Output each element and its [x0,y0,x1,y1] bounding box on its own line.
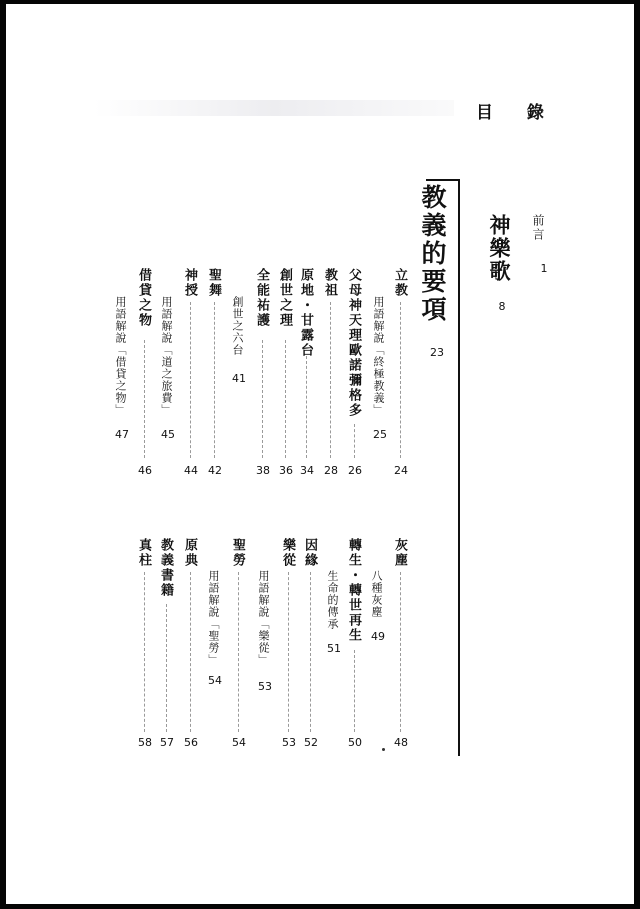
toc-entry-label[interactable]: 全能祐護 [254,268,269,328]
toc-entry-page: 25 [373,428,387,441]
toc-entry-label[interactable]: 原典 [182,538,197,568]
toc-entry-label[interactable]: 轉生・轉世再生 [346,538,361,643]
section-rule-vertical [458,180,460,756]
toc-leader [285,340,286,458]
toc-hymn-page: 8 [498,300,506,313]
toc-entry-page: 24 [394,464,408,477]
toc-leader [190,302,191,458]
toc-entry-label[interactable]: 灰塵 [392,538,407,568]
toc-entry-label[interactable]: 立教 [392,268,407,298]
toc-entry-page: 44 [184,464,198,477]
toc-section-page: 23 [430,346,444,359]
toc-entry-page: 48 [394,736,408,749]
toc-leader [400,572,401,732]
toc-entry-page: 36 [279,464,293,477]
toc-entry-page: 57 [160,736,174,749]
toc-leader [214,302,215,458]
toc-entry-page: 56 [184,736,198,749]
toc-leader [262,340,263,458]
toc-leader [166,604,167,732]
toc-entry-label[interactable]: 創世之理 [277,268,292,328]
toc-sub-entry-label[interactable]: 創世之六台 [231,296,244,356]
toc-leader [144,340,145,458]
toc-entry-label[interactable]: 真柱 [136,538,151,568]
toc-entry-label[interactable]: 教義書籍 [158,538,173,598]
toc-foreword-label[interactable]: 前言 [531,214,545,242]
toc-entry-label[interactable]: 聖舞 [206,268,221,298]
toc-entry-page: 58 [138,736,152,749]
toc-entry-page: 28 [324,464,338,477]
toc-leader [306,356,307,458]
toc-term-note-label[interactable]: 用語解說「道之旅費」 [160,296,173,416]
toc-leader [330,302,331,458]
toc-entry-page: 41 [232,372,246,385]
toc-entry-page: 42 [208,464,222,477]
toc-entry-label[interactable]: 神授 [182,268,197,298]
scan-speck [382,748,385,751]
toc-hymn-label[interactable]: 神樂歌 [487,214,511,283]
toc-term-note-label[interactable]: 用語解說「聖勞」 [207,570,220,666]
toc-leader [190,572,191,732]
toc-leader [144,572,145,732]
toc-entry-page: 51 [327,642,341,655]
toc-leader [238,572,239,732]
toc-entry-page: 46 [138,464,152,477]
toc-entry-label[interactable]: 因緣 [302,538,317,568]
document-page [6,4,634,904]
toc-entry-label[interactable]: 聖勞 [230,538,245,568]
toc-term-note-label[interactable]: 用語解說「終極教義」 [372,296,385,416]
toc-entry-label[interactable]: 父母神天理歐諾彌格多 [346,268,361,418]
toc-entry-page: 38 [256,464,270,477]
toc-foreword-page: 1 [540,262,548,275]
scan-smudge [94,100,454,116]
toc-entry-page: 54 [232,736,246,749]
toc-entry-label[interactable]: 樂從 [280,538,295,568]
toc-leader [354,424,355,458]
toc-entry-page: 45 [161,428,175,441]
toc-leader [288,572,289,732]
toc-entry-page: 53 [258,680,272,693]
toc-term-note-label[interactable]: 用語解說「樂從」 [257,570,270,666]
toc-entry-label[interactable]: 原地・甘露台 [298,268,313,358]
toc-leader [310,572,311,732]
toc-entry-page: 50 [348,736,362,749]
toc-entry-page: 34 [300,464,314,477]
toc-entry-page: 26 [348,464,362,477]
toc-leader [400,302,401,458]
toc-sub-entry-label[interactable]: 八種灰塵 [370,570,383,618]
toc-entry-page: 54 [208,674,222,687]
section-rule-top [426,179,460,181]
toc-entry-page: 47 [115,428,129,441]
page-title: 目 錄 [476,103,558,123]
toc-entry-label[interactable]: 教祖 [322,268,337,298]
toc-sub-entry-label[interactable]: 生命的傳承 [326,570,339,630]
toc-entry-page: 49 [371,630,385,643]
toc-term-note-label[interactable]: 用語解說「借貸之物」 [114,296,127,416]
toc-entry-page: 52 [304,736,318,749]
toc-entry-page: 53 [282,736,296,749]
toc-section-heading[interactable]: 教義的要項 [418,184,447,324]
toc-leader [354,650,355,732]
toc-entry-label[interactable]: 借貸之物 [136,268,151,328]
